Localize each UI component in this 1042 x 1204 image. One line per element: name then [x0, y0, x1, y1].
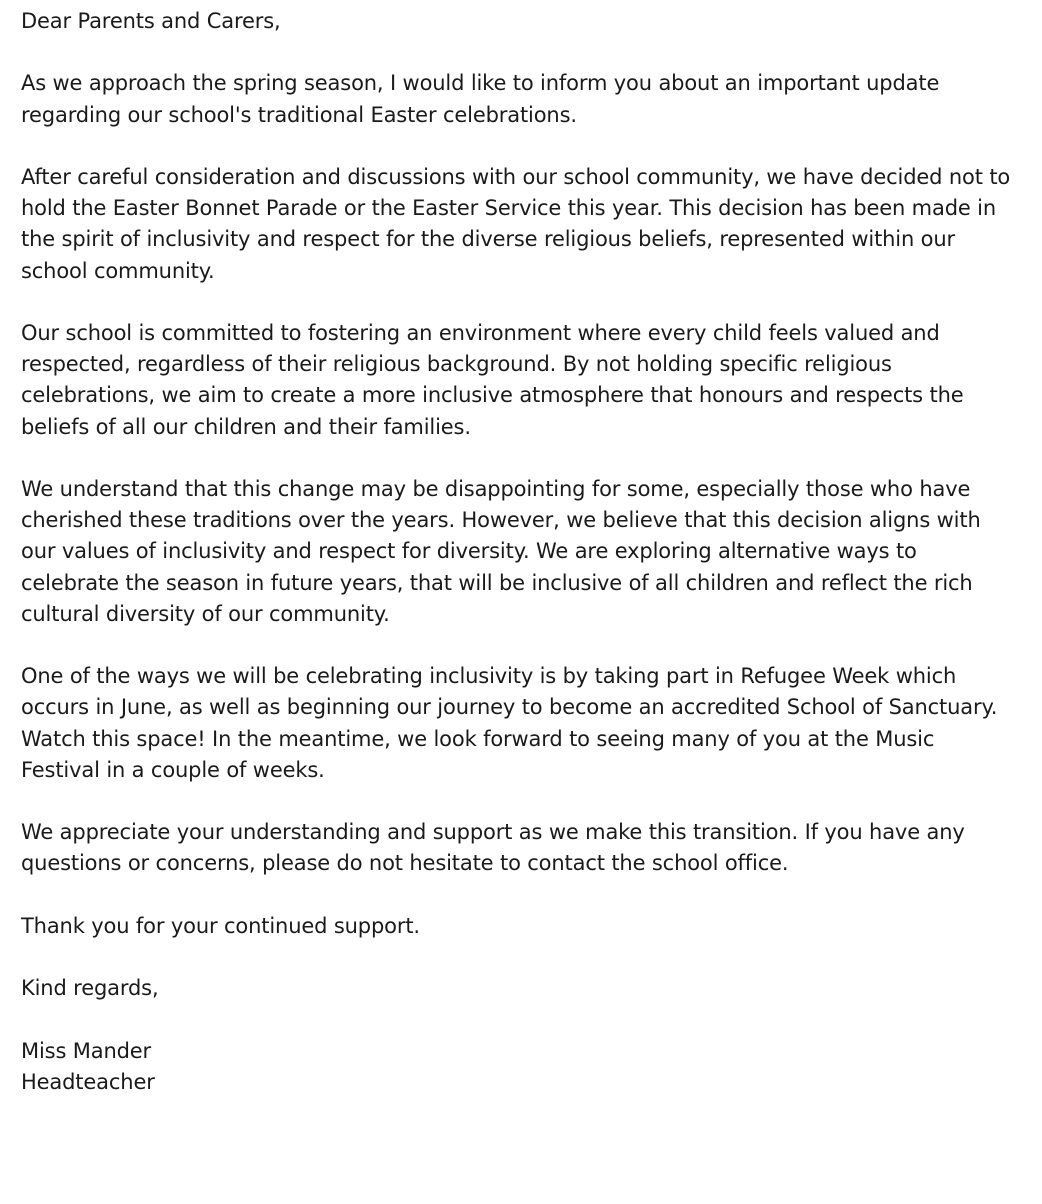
text-line: Festival in a couple of weeks. [21, 757, 325, 782]
text-line: cultural diversity of our community. [21, 601, 390, 626]
paragraph-decision [21, 162, 1031, 287]
text-line: cherished these traditions over the years. However, we believe that this decision aligns with [21, 508, 981, 533]
paragraph-commitment [21, 318, 1031, 443]
text-line: occurs in June, as well as beginning our journey to become an accredited School of Sanctuary. [21, 695, 998, 720]
text-line: the spirit of inclusivity and respect for the diverse religious beliefs, represented within our [21, 227, 956, 252]
paragraph-understanding [21, 474, 1031, 630]
text-line: One of the ways we will be celebrating inclusivity is by taking part in Refugee Week which [21, 664, 957, 689]
signature-name: Miss Mander [21, 1038, 152, 1063]
paragraph-appreciation [21, 817, 1031, 879]
text-line: school community. [21, 258, 215, 283]
text-line: celebrations, we aim to create a more inclusive atmosphere that honours and respects the [21, 383, 964, 408]
text-line: regarding our school's traditional Easter celebrations. [21, 102, 577, 127]
text-line: We appreciate your understanding and support as we make this transition. If you have any [21, 820, 965, 845]
paragraph-thanks [21, 911, 1031, 942]
paragraph-refugee-week [21, 661, 1031, 786]
text-line: Watch this space! In the meantime, we look forward to seeing many of you at the Music [21, 726, 935, 751]
text-line: hold the Easter Bonnet Parade or the Easter Service this year. This decision has been made in [21, 196, 997, 221]
paragraph-intro [21, 68, 1031, 130]
text-line: After careful consideration and discussions with our school community, we have decided not to [21, 164, 1011, 189]
signature-block [21, 1036, 1031, 1098]
text-line: We understand that this change may be disappointing for some, especially those who have [21, 476, 971, 501]
closing: Kind regards, [21, 976, 159, 1001]
salutation: Dear Parents and Carers, [21, 9, 281, 33]
text-line: celebrate the season in future years, that will be inclusive of all children and reflect the rich [21, 570, 973, 595]
text-line: Thank you for your continued support. [21, 913, 420, 938]
signature-title: Headteacher [21, 1069, 155, 1094]
text-line: our values of inclusivity and respect for diversity. We are exploring alternative ways to [21, 539, 917, 564]
text-line: respected, regardless of their religious background. By not holding specific religious [21, 352, 892, 377]
text-line: As we approach the spring season, I would like to inform you about an important update [21, 71, 940, 96]
text-line: questions or concerns, please do not hesitate to contact the school office. [21, 851, 789, 876]
text-line: beliefs of all our children and their families. [21, 414, 471, 439]
letter-body [21, 6, 1031, 1129]
text-line: Our school is committed to fostering an environment where every child feels valued and [21, 320, 940, 345]
